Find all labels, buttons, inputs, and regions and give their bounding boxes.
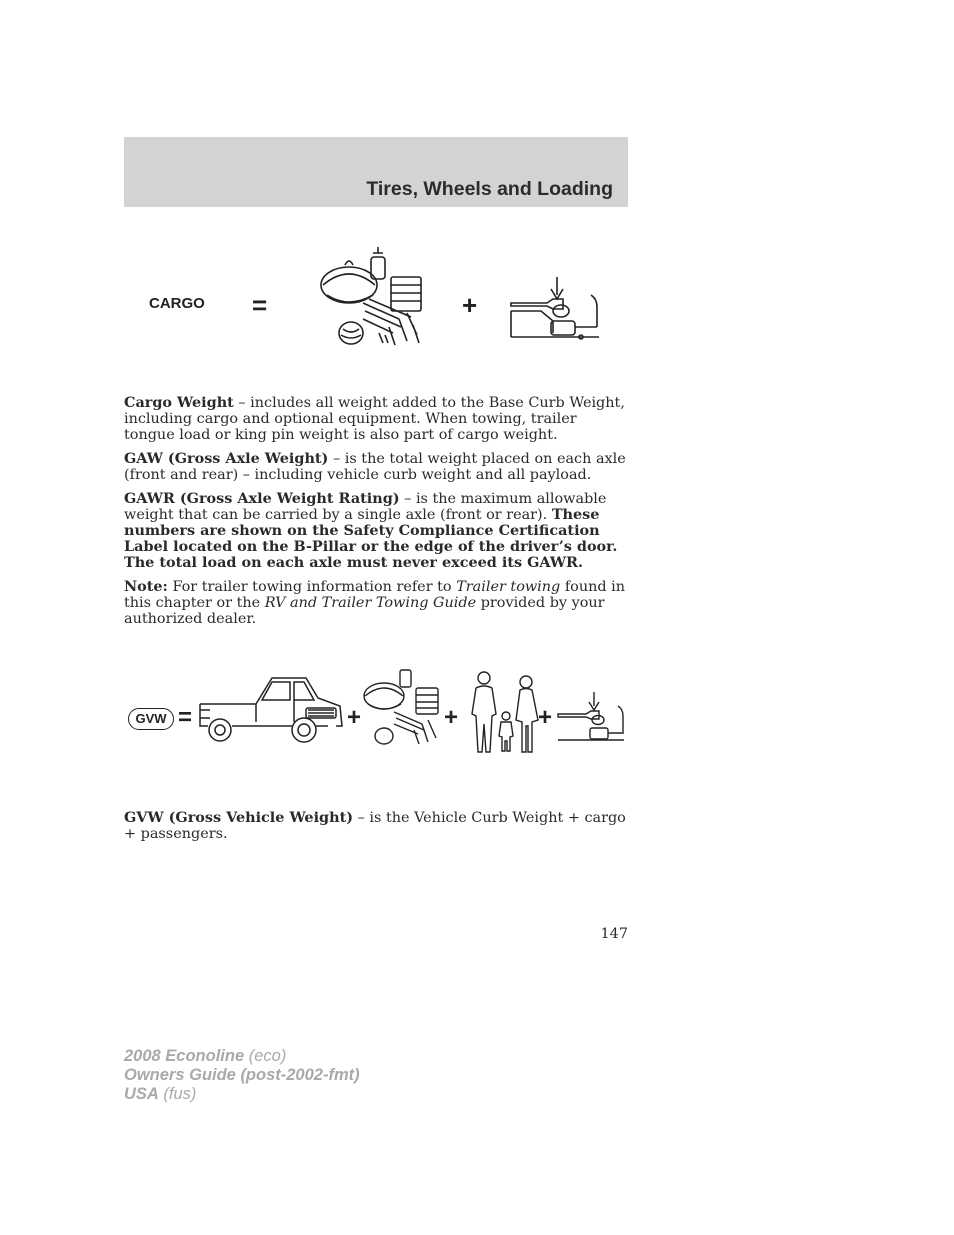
plus-sign: +	[444, 704, 459, 731]
gaw-definition: – is the total weight placed on each axle (front and rear) – including vehicle curb weight and all payload.	[124, 451, 626, 483]
gawr-warning: These numbers are shown on the Safety Compliance Certification Label located on the B-Pillar or the edge of the driver’s door. The total load on each axle must never exceed its GAWR.	[124, 506, 618, 571]
cargo-label: CARGO	[149, 295, 205, 312]
note-text-1: For trailer towing information refer to	[167, 579, 457, 595]
footer-line-3	[124, 1085, 360, 1104]
section-header	[124, 137, 628, 207]
footer-model-code: (eco)	[244, 1047, 287, 1065]
family-passengers-icon	[466, 670, 546, 754]
equals-sign: =	[178, 704, 193, 731]
footer-line-1	[124, 1047, 360, 1066]
equals-sign: =	[252, 290, 268, 320]
cargo-weight-definition: – includes all weight added to the Base Curb Weight, including cargo and optional equipment. When towing, trailer tongue load or king pin weight is also part of cargo weight.	[124, 395, 625, 443]
footer-region-code: (fus)	[158, 1085, 197, 1103]
grill-and-camping-gear-icon	[319, 243, 429, 353]
trailer-hitch-icon	[509, 273, 604, 348]
note-text-3: provided by your authorized dealer.	[124, 595, 605, 627]
footer-line-2	[124, 1066, 360, 1085]
gawr-definition: – is the maximum allowable weight that can be carried by a single axle (front or rear).	[124, 491, 607, 523]
grill-and-camping-gear-icon	[362, 664, 444, 752]
gaw-paragraph	[124, 451, 630, 483]
gvw-label: GVW	[128, 708, 174, 730]
document-footer	[124, 1047, 360, 1104]
note-text-2: found in this chapter or the	[124, 579, 626, 611]
gawr-term: GAWR (Gross Axle Weight Rating)	[124, 490, 400, 507]
rv-towing-guide-reference: RV and Trailer Towing Guide	[264, 595, 477, 611]
plus-sign: +	[538, 704, 553, 731]
plus-sign: +	[462, 290, 478, 320]
trailer-hitch-icon	[556, 690, 628, 746]
gaw-term: GAW (Gross Axle Weight)	[124, 450, 329, 467]
gvw-paragraph	[124, 810, 630, 842]
section-title: Tires, Wheels and Loading	[366, 178, 613, 200]
cargo-weight-term: Cargo Weight	[124, 394, 234, 411]
definitions-text	[124, 395, 630, 635]
note-term: Note:	[124, 578, 168, 595]
gawr-paragraph	[124, 491, 630, 571]
cargo-weight-paragraph	[124, 395, 630, 443]
page-number: 147	[600, 926, 628, 942]
footer-region: USA	[124, 1085, 159, 1103]
gvw-definition-text	[124, 810, 630, 850]
footer-guide: Owners Guide (post-2002-fmt)	[124, 1066, 360, 1084]
cargo-equation-figure	[124, 238, 628, 358]
footer-model: 2008 Econoline	[124, 1047, 245, 1065]
plus-sign: +	[347, 704, 362, 731]
note-paragraph	[124, 579, 630, 627]
gvw-term: GVW (Gross Vehicle Weight)	[124, 809, 354, 826]
gvw-definition: – is the Vehicle Curb Weight + cargo + passengers.	[124, 810, 626, 842]
pickup-truck-icon	[196, 674, 346, 746]
trailer-towing-reference: Trailer towing	[456, 579, 561, 595]
gvw-equation-figure	[124, 660, 628, 760]
